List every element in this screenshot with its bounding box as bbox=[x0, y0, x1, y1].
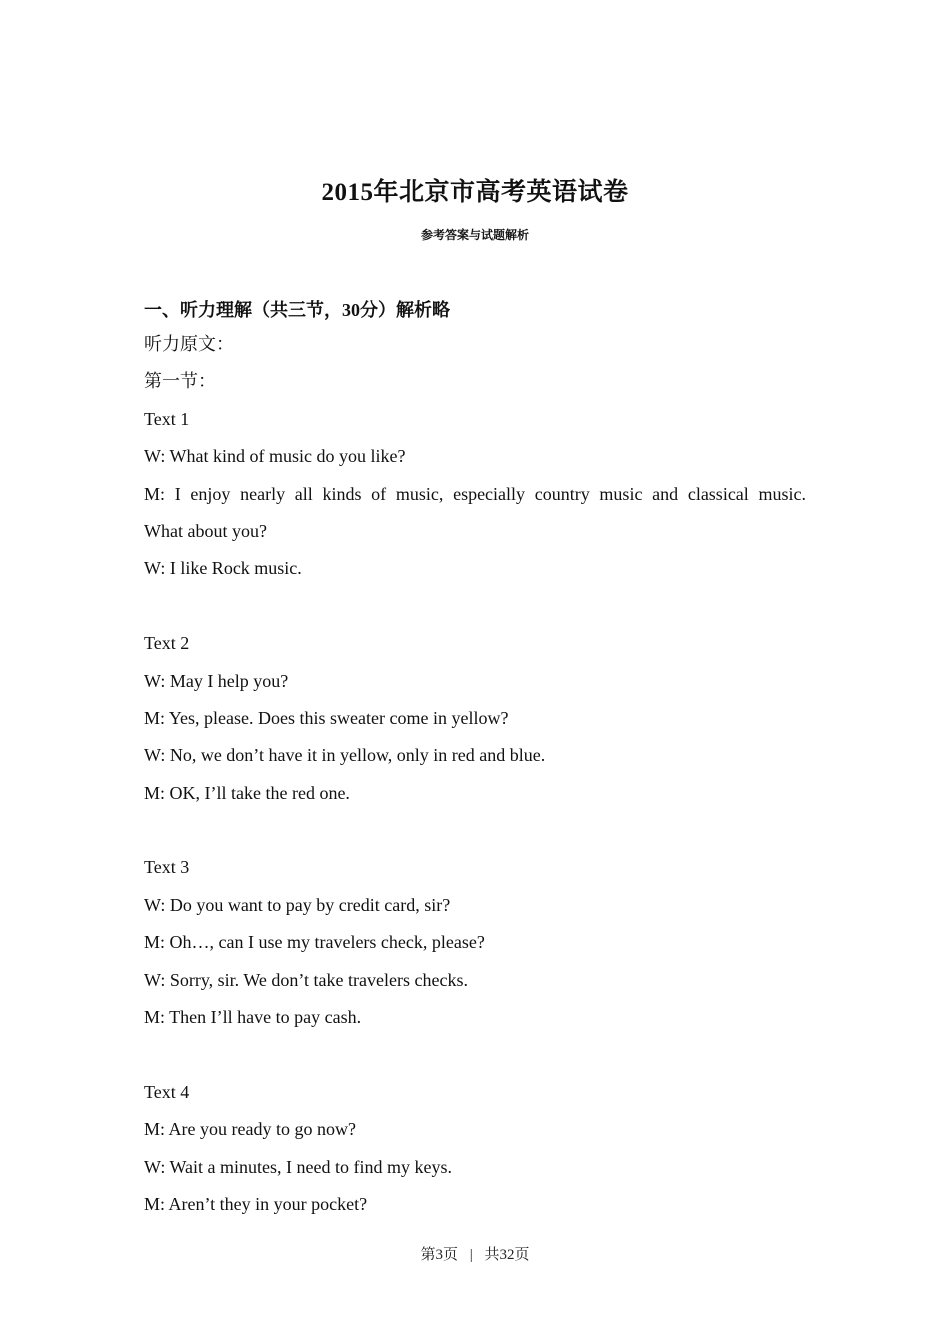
dialogue-line: M: Oh…, can I use my travelers check, please? bbox=[144, 932, 485, 953]
dialogue-line: W: No, we don’t have it in yellow, only in red and blue. bbox=[144, 745, 546, 766]
dialogue-line: W: I like Rock music. bbox=[144, 558, 302, 579]
dialogue-line: M: OK, I’ll take the red one. bbox=[144, 782, 350, 803]
dialogue-line: W: Sorry, sir. We don’t take travelers checks. bbox=[144, 969, 468, 990]
page-total: 共32页 bbox=[484, 1247, 530, 1263]
footer-separator: | bbox=[469, 1247, 473, 1263]
page-number: 第3页 bbox=[420, 1247, 458, 1263]
dialogue-line: M: Yes, please. Does this sweater come in yellow? bbox=[144, 707, 509, 728]
transcript-intro: 听力原文： bbox=[144, 334, 234, 354]
page-footer bbox=[0, 1243, 950, 1264]
listening-transcript bbox=[144, 326, 806, 1223]
document-title: 2015年北京市高考英语试卷 bbox=[321, 179, 629, 206]
dialogue-line: W: Wait a minutes, I need to find my keys. bbox=[144, 1156, 452, 1177]
dialogue-line: M: I enjoy nearly all kinds of music, especially country music and classical music. bbox=[144, 483, 806, 504]
dialogue-line: W: What kind of music do you like? bbox=[144, 446, 406, 467]
section-heading: 一、听力理解（共三节，30分）解析略 bbox=[144, 300, 450, 320]
text-label: Text 1 bbox=[144, 408, 190, 429]
spacer bbox=[144, 1036, 806, 1073]
spacer bbox=[144, 588, 806, 625]
dialogue-line: W: May I help you? bbox=[144, 670, 289, 691]
dialogue-line: M: Aren’t they in your pocket? bbox=[144, 1193, 368, 1214]
text-label: Text 3 bbox=[144, 857, 190, 878]
dialogue-line: W: Do you want to pay by credit card, sir? bbox=[144, 894, 451, 915]
dialogue-line: M: Then I’ll have to pay cash. bbox=[144, 1007, 362, 1028]
text-label: Text 4 bbox=[144, 1081, 190, 1102]
spacer bbox=[144, 812, 806, 849]
dialogue-line: M: Are you ready to go now? bbox=[144, 1119, 356, 1140]
text-label: Text 2 bbox=[144, 633, 190, 654]
part-label: 第一节： bbox=[144, 371, 216, 392]
document-subtitle: 参考答案与试题解析 bbox=[420, 228, 529, 242]
dialogue-line: What about you? bbox=[144, 520, 267, 541]
